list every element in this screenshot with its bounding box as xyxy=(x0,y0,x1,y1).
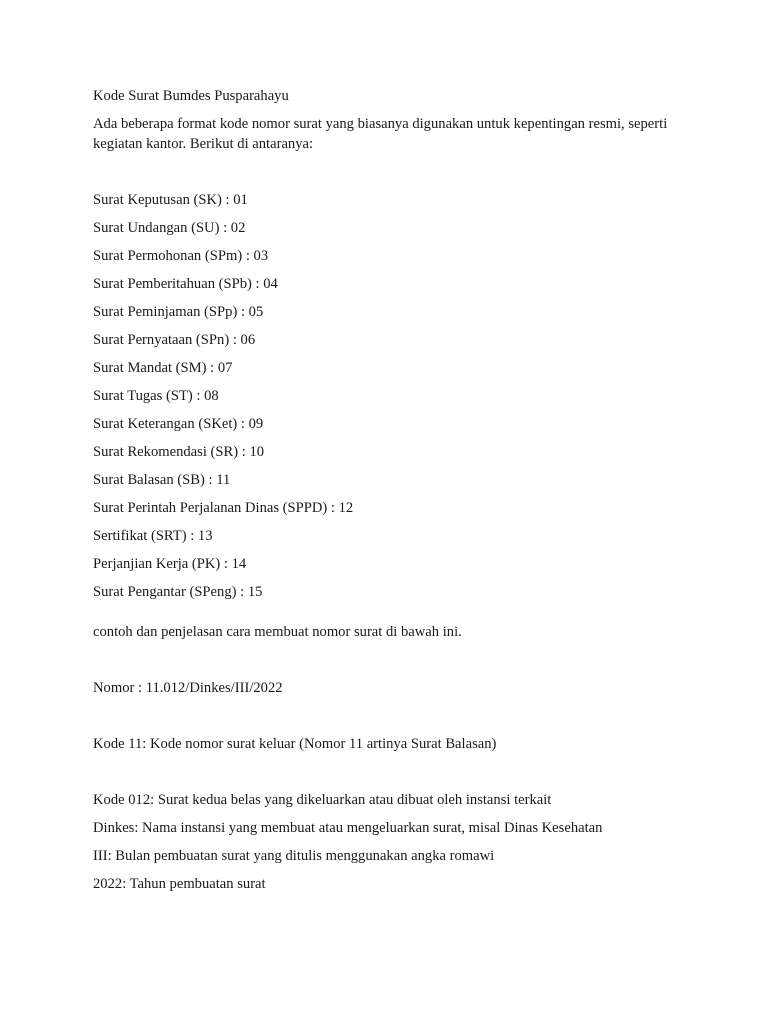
example-number: Nomor : 11.012/Dinkes/III/2022 xyxy=(93,680,283,696)
code-item-sr: Surat Rekomendasi (SR) : 10 xyxy=(93,444,265,460)
explanation-list xyxy=(93,790,693,894)
document-page xyxy=(93,86,693,902)
explanation-item-month: III: Bulan pembuatan surat yang ditulis menggunakan angka romawi xyxy=(93,848,495,864)
code-item-sk: Surat Keputusan (SK) : 01 xyxy=(93,192,248,208)
explanation-item-year: 2022: Tahun pembuatan surat xyxy=(93,876,266,892)
code-item-sb: Surat Balasan (SB) : 11 xyxy=(93,472,231,488)
code-list xyxy=(93,190,693,602)
code-item-sm: Surat Mandat (SM) : 07 xyxy=(93,360,233,376)
explanation-item-agency: Dinkes: Nama instansi yang membuat atau mengeluarkan surat, misal Dinas Kesehatan xyxy=(93,820,603,836)
example-intro: contoh dan penjelasan cara membuat nomor surat di bawah ini. xyxy=(93,624,462,640)
code-item-spm: Surat Permohonan (SPm) : 03 xyxy=(93,248,269,264)
code-item-sppd: Surat Perintah Perjalanan Dinas (SPPD) : 12 xyxy=(93,500,354,516)
explanation-item-sequence: Kode 012: Surat kedua belas yang dikeluarkan atau dibuat oleh instansi terkait xyxy=(93,792,552,808)
code-item-spb: Surat Pemberitahuan (SPb) : 04 xyxy=(93,276,278,292)
code-item-pk: Perjanjian Kerja (PK) : 14 xyxy=(93,556,247,572)
code-item-spn: Surat Pernyataan (SPn) : 06 xyxy=(93,332,256,348)
code-item-su: Surat Undangan (SU) : 02 xyxy=(93,220,246,236)
code-item-sket: Surat Keterangan (SKet) : 09 xyxy=(93,416,264,432)
code-item-spp: Surat Peminjaman (SPp) : 05 xyxy=(93,304,264,320)
code-11-explanation: Kode 11: Kode nomor surat keluar (Nomor 11 artinya Surat Balasan) xyxy=(93,736,497,752)
code-item-srt: Sertifikat (SRT) : 13 xyxy=(93,528,213,544)
code-item-speng: Surat Pengantar (SPeng) : 15 xyxy=(93,584,263,600)
document-title: Kode Surat Bumdes Pusparahayu xyxy=(93,88,289,104)
intro-paragraph: Ada beberapa format kode nomor surat yang biasanya digunakan untuk kepentingan resmi, seperti kegiatan kantor. Berikut di antaranya: xyxy=(93,116,668,152)
code-item-st: Surat Tugas (ST) : 08 xyxy=(93,388,219,404)
